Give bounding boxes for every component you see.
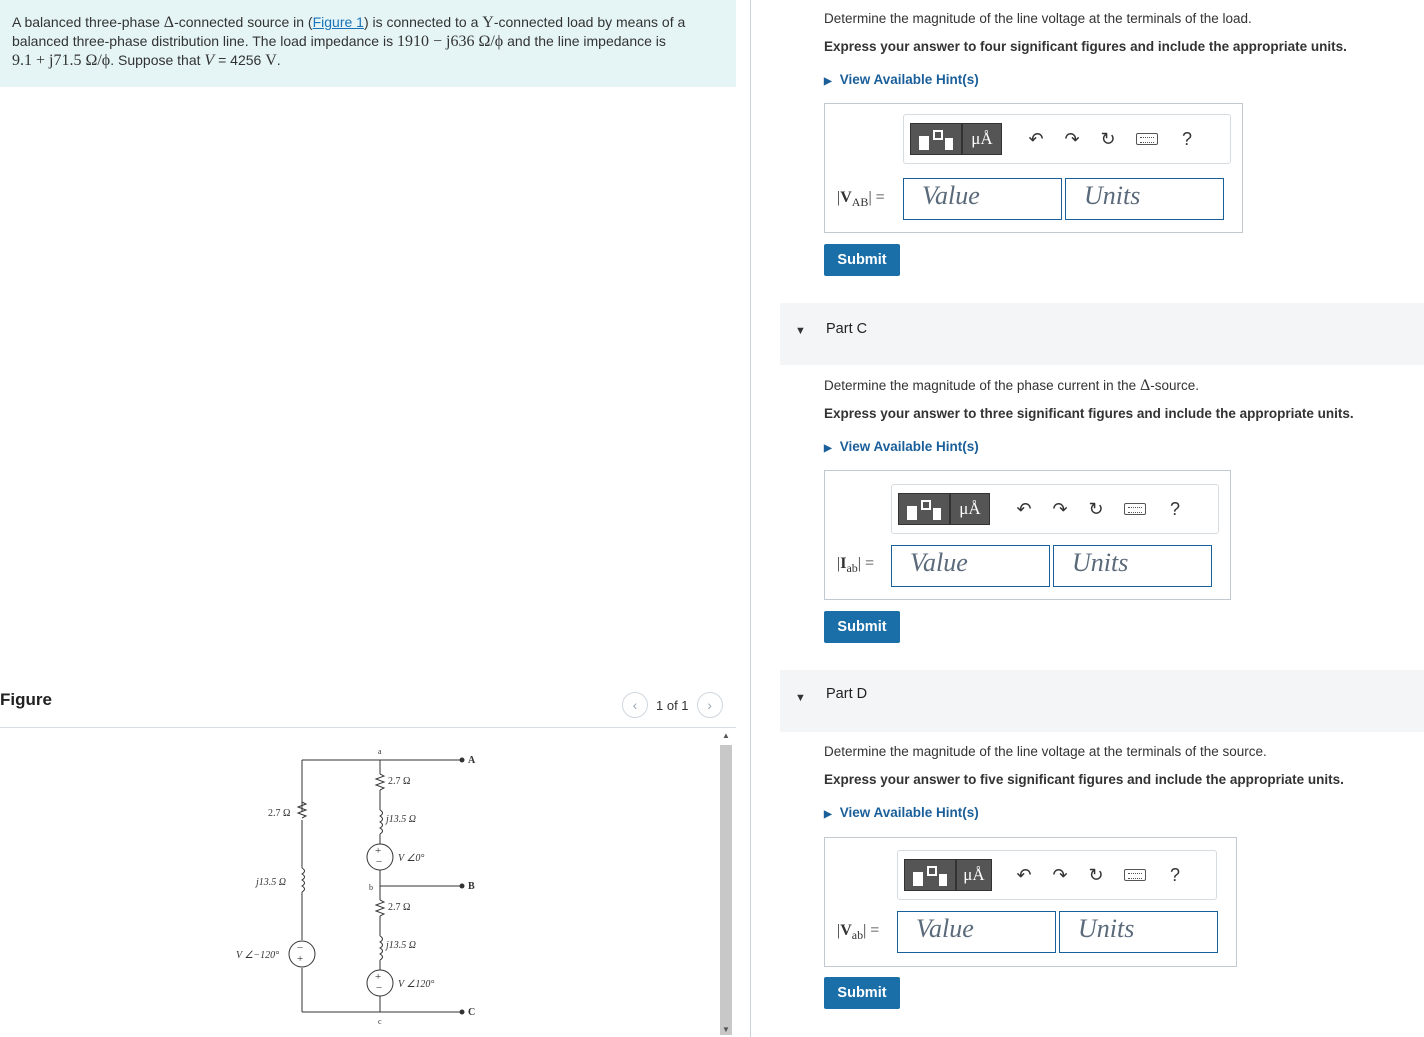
caret-right-icon: ▶ <box>824 809 832 820</box>
svg-text:+: + <box>375 971 382 983</box>
scroll-thumb[interactable] <box>720 745 732 1035</box>
undo-icon[interactable]: ↶ <box>1016 498 1032 519</box>
svg-text:+: + <box>375 845 382 857</box>
part-b-question: Determine the magnitude of the line voltage at the terminals of the load. <box>824 11 1252 26</box>
scroll-up-icon[interactable]: ▲ <box>722 731 730 740</box>
problem-text: . Suppose that <box>110 52 205 68</box>
keyboard-icon[interactable] <box>1124 503 1146 515</box>
problem-text: -connected source in ( <box>174 14 313 30</box>
part-c-title: Part C <box>826 321 868 337</box>
undo-icon[interactable]: ↶ <box>1016 864 1032 885</box>
chevron-left-icon[interactable]: ‹ <box>622 692 648 718</box>
math-toolbar <box>903 114 1231 164</box>
part-b-answer-box <box>824 103 1243 233</box>
part-c-question <box>824 377 1199 395</box>
part-c-units-input[interactable] <box>1053 545 1212 587</box>
load-impedance: 1910 − j636 Ω/ϕ <box>397 33 504 50</box>
part-b-units-input[interactable] <box>1065 178 1224 220</box>
units-icon[interactable]: μÅ <box>962 123 1002 155</box>
reactance-1-label: j13.5 Ω <box>386 814 417 825</box>
delta-symbol: Δ <box>163 14 175 31</box>
question-text: -source. <box>1150 378 1200 393</box>
left-resistor-label: 2.7 Ω <box>268 808 291 819</box>
part-d-instruction: Express your answer to five significant figures and include the appropriate units. <box>824 772 1344 787</box>
help-icon[interactable]: ? <box>1170 498 1181 519</box>
figure-title: Figure <box>0 690 52 709</box>
terminal-B-label: B <box>468 881 475 892</box>
figure-divider <box>0 727 736 728</box>
part-d-answer-box <box>824 837 1237 967</box>
label-symbol: I <box>840 555 847 572</box>
problem-text: balanced three-phase distribution line. The load impedance is <box>12 33 397 49</box>
terminal-C-label: C <box>468 1007 476 1018</box>
figure-pager <box>622 692 723 718</box>
caret-down-icon: ▼ <box>795 692 806 704</box>
part-c-hint-link[interactable] <box>824 439 979 454</box>
reset-icon[interactable]: ↻ <box>1088 498 1104 519</box>
reset-icon[interactable]: ↻ <box>1100 128 1116 149</box>
redo-icon[interactable]: ↷ <box>1052 864 1068 885</box>
part-c-header[interactable] <box>780 303 1424 365</box>
label-symbol: V <box>840 189 852 206</box>
problem-text: and the line impedance is <box>503 33 666 49</box>
chevron-right-icon[interactable]: › <box>697 692 723 718</box>
reset-icon[interactable]: ↻ <box>1088 864 1104 885</box>
math-toolbar <box>891 484 1219 534</box>
toolbar-group <box>910 123 1002 155</box>
label-subscript: ab <box>846 561 858 576</box>
hint-label: View Available Hint(s) <box>839 805 979 820</box>
hint-label: View Available Hint(s) <box>839 439 979 454</box>
problem-text: A balanced three-phase <box>12 14 164 30</box>
templates-icon[interactable] <box>910 123 962 155</box>
part-c-submit-button[interactable]: Submit <box>824 611 900 643</box>
part-d-hint-link[interactable] <box>824 805 979 820</box>
label-symbol: V <box>840 922 852 939</box>
toolbar-group <box>898 493 990 525</box>
problem-text: = 4256 <box>214 52 266 68</box>
svg-text:−: − <box>376 982 383 994</box>
hint-label: View Available Hint(s) <box>839 72 979 87</box>
label-subscript: ab <box>851 928 864 943</box>
part-d-header[interactable] <box>780 670 1424 732</box>
toolbar-group <box>904 859 992 891</box>
help-icon[interactable]: ? <box>1170 864 1181 885</box>
part-d-title: Part D <box>826 686 868 702</box>
part-d-question: Determine the magnitude of the line voltage at the terminals of the source. <box>824 744 1267 759</box>
keyboard-icon[interactable] <box>1136 133 1158 145</box>
source-2-label: V ∠120° <box>398 979 435 990</box>
voltage-unit: V <box>265 52 277 69</box>
part-b-submit-button[interactable]: Submit <box>824 244 900 276</box>
circuit-diagram <box>230 740 490 1030</box>
part-d-answer-label: $|V_{ab}|$ = <box>837 922 880 943</box>
problem-text: -connected load by means of a <box>493 14 686 30</box>
line-impedance: 9.1 + j71.5 Ω/ϕ <box>12 52 111 69</box>
delta-symbol: Δ <box>1139 377 1151 394</box>
problem-text: ) is connected to a <box>363 14 483 30</box>
voltage-symbol: V <box>204 52 215 69</box>
problem-statement <box>0 0 736 87</box>
wye-symbol: Y <box>482 14 494 31</box>
node-b-label: b <box>369 883 373 892</box>
label-subscript: AB <box>851 195 869 210</box>
part-b-answer-label: $|V_{AB}|$ = <box>837 189 885 210</box>
templates-icon[interactable] <box>898 493 950 525</box>
part-c-answer-label: $|I_{ab}|$ = <box>837 555 874 576</box>
svg-text:+: + <box>297 953 304 965</box>
templates-icon[interactable] <box>904 859 956 891</box>
node-a-label: a <box>378 747 382 756</box>
caret-right-icon: ▶ <box>824 443 832 454</box>
part-d-submit-button[interactable]: Submit <box>824 977 900 1009</box>
units-icon[interactable]: μÅ <box>950 493 990 525</box>
resistor-1-label: 2.7 Ω <box>388 776 411 787</box>
svg-text:−: − <box>376 856 383 868</box>
svg-text:−: − <box>297 942 304 954</box>
reactance-2-label: j13.5 Ω <box>386 940 417 951</box>
part-b-hint-link[interactable] <box>824 72 979 87</box>
left-reactance-label: j13.5 Ω <box>256 877 287 888</box>
question-text: Determine the magnitude of the phase current in the <box>824 378 1140 393</box>
redo-icon[interactable]: ↷ <box>1052 498 1068 519</box>
part-c-value-input[interactable] <box>891 545 1050 587</box>
math-toolbar <box>897 850 1217 900</box>
redo-icon[interactable]: ↷ <box>1064 128 1080 149</box>
caret-down-icon: ▼ <box>795 325 806 337</box>
figure-scrollbar[interactable] <box>719 731 733 1037</box>
caret-right-icon: ▶ <box>824 76 832 87</box>
resistor-2-label: 2.7 Ω <box>388 902 411 913</box>
part-b-instruction: Express your answer to four significant figures and include the appropriate units. <box>824 39 1347 54</box>
help-icon[interactable]: ? <box>1182 128 1193 149</box>
terminal-A-label: A <box>468 755 476 766</box>
keyboard-icon[interactable] <box>1124 869 1146 881</box>
source-1-label: V ∠0° <box>398 853 425 864</box>
figure-link[interactable]: Figure 1 <box>312 14 364 30</box>
units-icon[interactable]: μÅ <box>956 859 992 891</box>
part-d-units-input[interactable] <box>1059 911 1218 953</box>
scroll-down-icon[interactable]: ▼ <box>722 1025 730 1034</box>
part-b-value-input[interactable] <box>903 178 1062 220</box>
part-d-value-input[interactable] <box>897 911 1056 953</box>
node-c-label: c <box>378 1017 382 1026</box>
part-c-answer-box <box>824 470 1231 600</box>
problem-text: . <box>276 52 281 68</box>
undo-icon[interactable]: ↶ <box>1028 128 1044 149</box>
left-source-label: V ∠−120° <box>236 950 280 961</box>
pager-count: 1 of 1 <box>656 697 689 713</box>
part-c-instruction: Express your answer to three significant figures and include the appropriate units. <box>824 406 1354 421</box>
pane-divider <box>750 0 751 1037</box>
